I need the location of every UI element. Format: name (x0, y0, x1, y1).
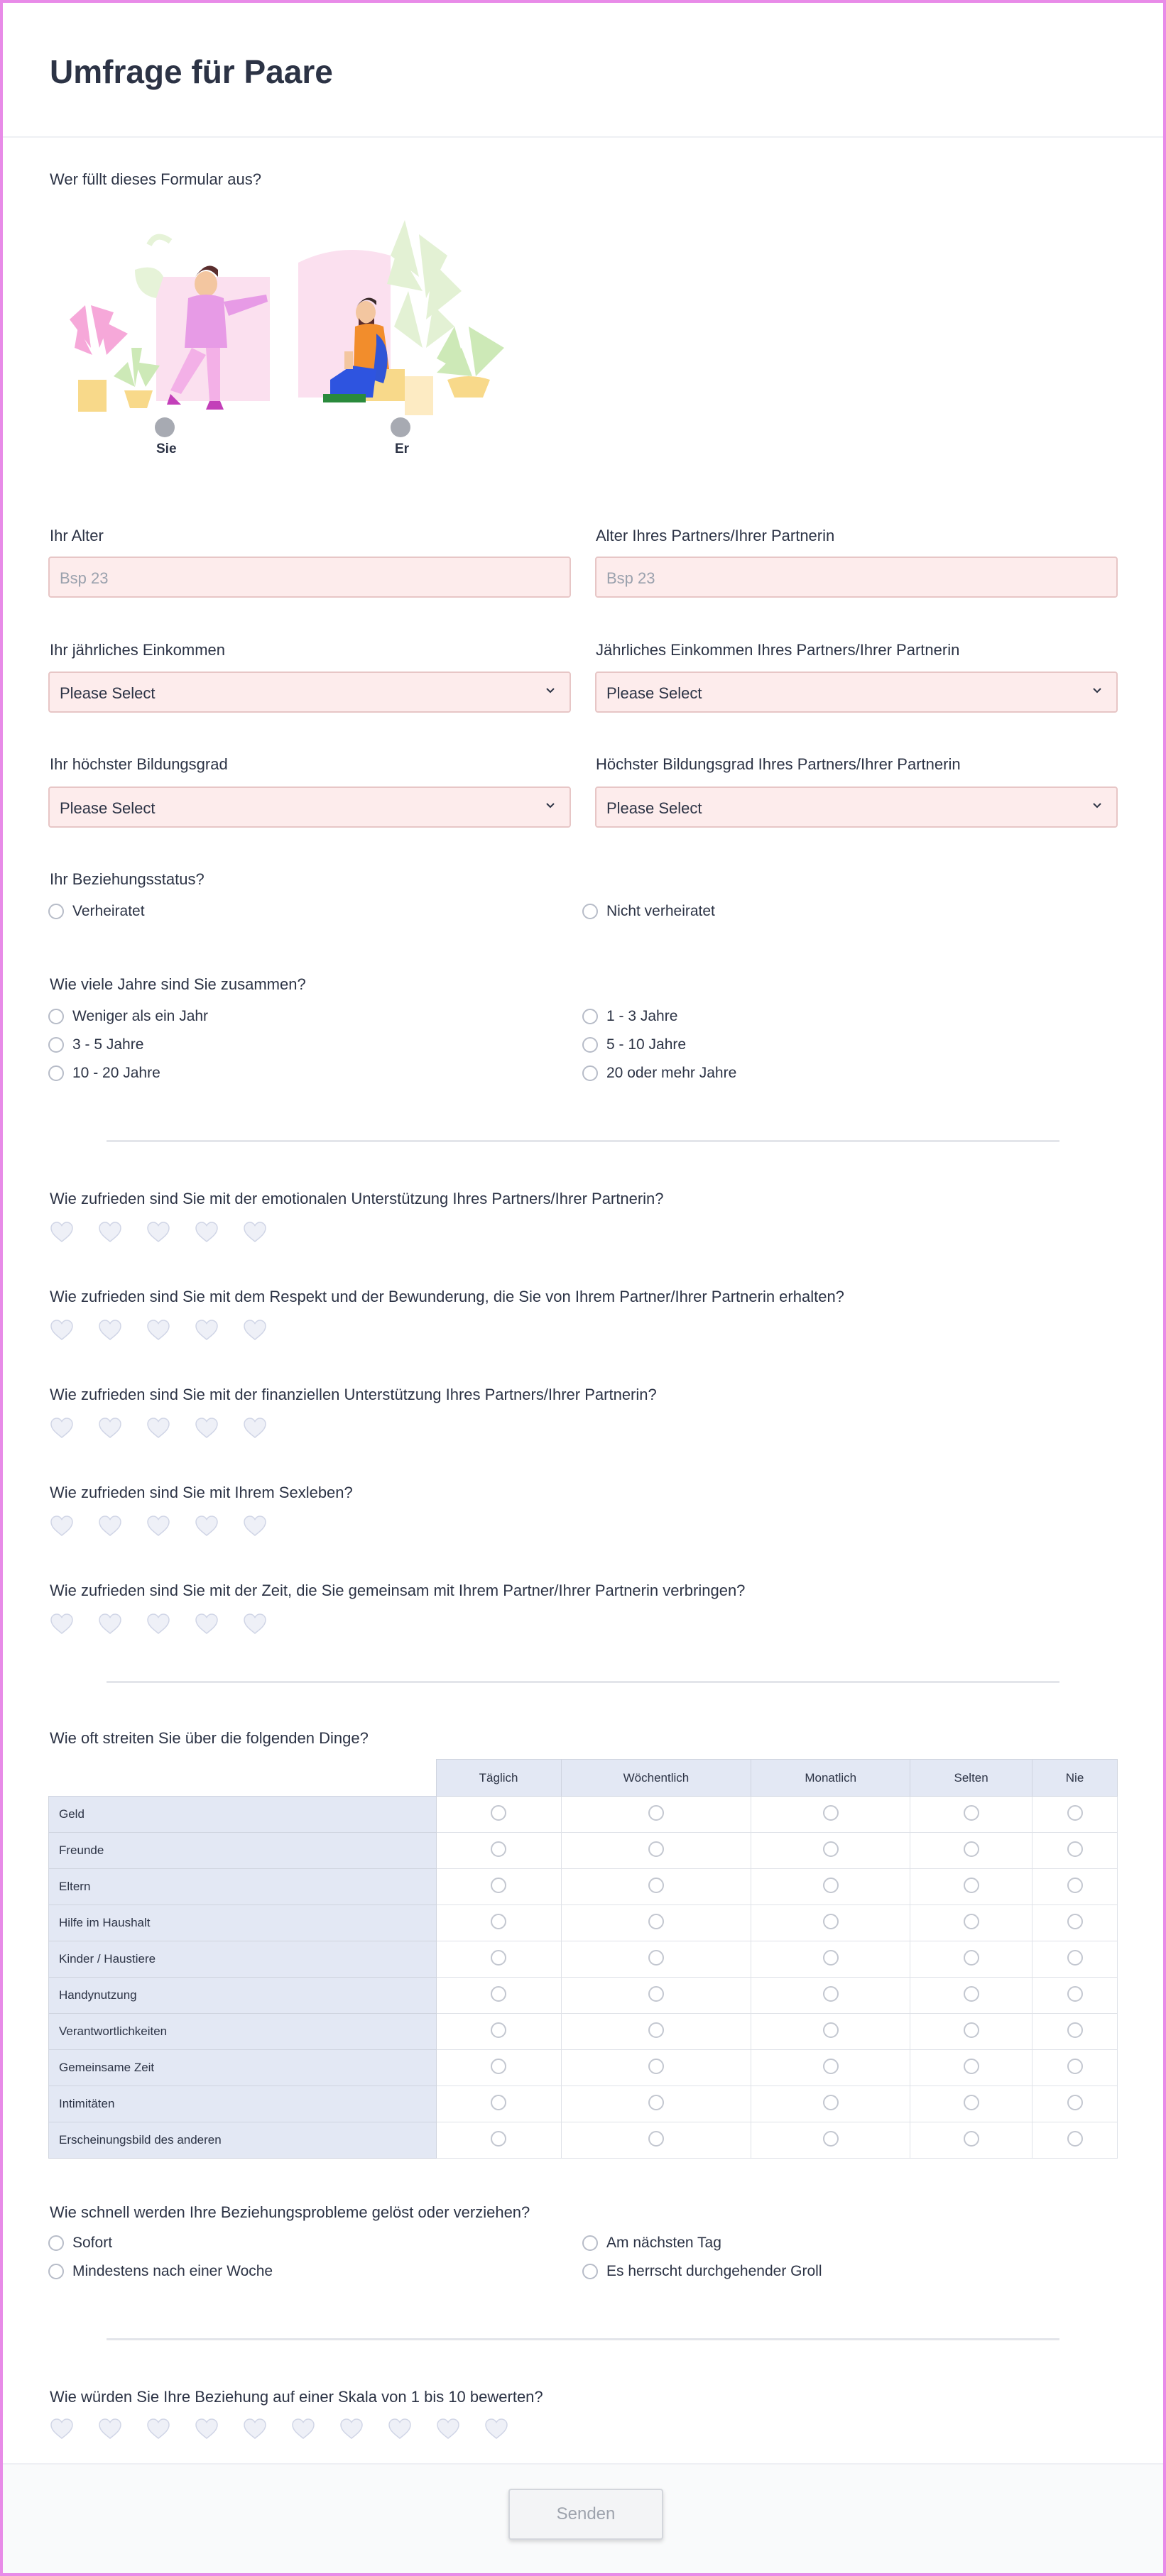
matrix-radio[interactable] (1067, 1950, 1083, 1966)
matrix-row-label: Intimitäten (49, 2086, 437, 2122)
heart-rating-scale[interactable] (50, 2418, 508, 2440)
matrix-radio[interactable] (648, 2059, 664, 2074)
matrix-row (49, 1833, 1118, 1869)
matrix-radio[interactable] (491, 2095, 506, 2110)
matrix-row (49, 1905, 1118, 1941)
matrix-radio[interactable] (1067, 1841, 1083, 1857)
heart-icon[interactable] (243, 1221, 267, 1244)
matrix-cell (436, 1833, 561, 1869)
matrix-cell (561, 1978, 751, 2014)
matrix-radio[interactable] (823, 1986, 839, 2002)
gender-label-sie: Sie (156, 442, 177, 456)
heart-icon[interactable] (98, 2418, 122, 2440)
matrix-radio[interactable] (648, 1841, 664, 1857)
option-label: Sofort (72, 2235, 113, 2251)
option-label: 3 - 5 Jahre (72, 1036, 144, 1053)
years-question: Wie viele Jahre sind Sie zusammen? (50, 975, 306, 993)
age-input[interactable]: Bsp 23 (48, 557, 571, 598)
matrix-cell (436, 2086, 561, 2122)
years-option[interactable] (48, 1036, 143, 1053)
matrix-column-header: Wöchentlich (561, 1760, 751, 1797)
option-label: Mindestens nach einer Woche (72, 2263, 273, 2279)
matrix-cell (910, 1905, 1032, 1941)
matrix-row (49, 2050, 1118, 2086)
matrix-cell (561, 2086, 751, 2122)
heart-icon[interactable] (50, 1417, 74, 1440)
matrix-cell (561, 2050, 751, 2086)
matrix-radio[interactable] (964, 1878, 979, 1893)
matrix-radio[interactable] (491, 1914, 506, 1929)
heart-icon[interactable] (243, 1613, 267, 1635)
matrix-row (49, 1869, 1118, 1905)
option-label: Verheiratet (72, 903, 145, 919)
man-illustration (291, 220, 518, 419)
heart-icon[interactable] (98, 1417, 122, 1440)
matrix-cell (910, 1978, 1032, 2014)
matrix-row (49, 1941, 1118, 1978)
heart-icon[interactable] (146, 1613, 170, 1635)
partner-education-select-value: Please Select (606, 799, 702, 817)
partner-age-input[interactable]: Bsp 23 (595, 557, 1118, 598)
matrix-row-label: Freunde (49, 1833, 437, 1869)
radio-button[interactable] (48, 1065, 64, 1081)
who-question: Wer füllt dieses Formular aus? (50, 170, 261, 188)
matrix-radio[interactable] (648, 1805, 664, 1821)
radio-button[interactable] (582, 1065, 598, 1081)
matrix-radio[interactable] (1067, 2131, 1083, 2147)
matrix-column-header: Selten (910, 1760, 1032, 1797)
option-label: 20 oder mehr Jahre (606, 1065, 737, 1081)
radio-button[interactable] (48, 1009, 64, 1024)
matrix-cell (1032, 2014, 1118, 2050)
section-divider (107, 2338, 1059, 2340)
matrix-cell (1032, 1941, 1118, 1978)
matrix-radio[interactable] (823, 2095, 839, 2110)
matrix-column-header: Nie (1032, 1760, 1118, 1797)
chevron-down-icon (543, 798, 558, 813)
matrix-radio[interactable] (491, 1878, 506, 1893)
form-header (3, 3, 1163, 138)
matrix-row-label: Erscheinungsbild des anderen (49, 2122, 437, 2159)
partner-income-select-value: Please Select (606, 684, 702, 702)
heart-icon[interactable] (50, 2418, 74, 2440)
matrix-cell (910, 2086, 1032, 2122)
status-option-nicht-verheiratet[interactable] (582, 903, 715, 920)
radio-button[interactable] (48, 904, 64, 919)
radio-button[interactable] (582, 2264, 598, 2279)
rating-question-sex: Wie zufrieden sind Sie mit Ihrem Sexleben? (50, 1484, 353, 1501)
matrix-cell (1032, 2122, 1118, 2159)
scale-question: Wie würden Sie Ihre Beziehung auf einer Skala von 1 bis 10 bewerten? (50, 2388, 543, 2406)
matrix-row (49, 1978, 1118, 2014)
form-title: Umfrage für Paare (50, 53, 333, 90)
status-question: Ihr Beziehungsstatus? (50, 870, 205, 888)
matrix-radio[interactable] (964, 1841, 979, 1857)
matrix-cell (1032, 1869, 1118, 1905)
matrix-cell (561, 2014, 751, 2050)
matrix-radio[interactable] (491, 2059, 506, 2074)
matrix-cell (1032, 2050, 1118, 2086)
matrix-radio[interactable] (491, 1986, 506, 2002)
radio-button[interactable] (48, 1037, 64, 1053)
partner-education-select[interactable] (595, 786, 1118, 828)
matrix-row (49, 2122, 1118, 2159)
option-label: Es herrscht durchgehender Groll (606, 2263, 822, 2279)
heart-icon[interactable] (146, 1319, 170, 1342)
heart-icon[interactable] (195, 1221, 219, 1244)
matrix-cell (751, 2014, 910, 2050)
resolve-question: Wie schnell werden Ihre Beziehungsprobleme gelöst oder verziehen? (50, 2203, 530, 2221)
heart-icon[interactable] (146, 1417, 170, 1440)
matrix-column-header: Monatlich (751, 1760, 910, 1797)
matrix-column-header: Täglich (436, 1760, 561, 1797)
heart-icon[interactable] (98, 1221, 122, 1244)
matrix-radio[interactable] (491, 1841, 506, 1857)
heart-icon[interactable] (50, 1319, 74, 1342)
matrix-cell (1032, 1905, 1118, 1941)
heart-icon[interactable] (195, 1417, 219, 1440)
matrix-cell (751, 1833, 910, 1869)
gender-radio-sie[interactable] (155, 417, 175, 437)
matrix-cell (751, 1905, 910, 1941)
matrix-row-label: Verantwortlichkeiten (49, 2014, 437, 2050)
heart-icon[interactable] (291, 2418, 315, 2440)
heart-icon[interactable] (146, 1515, 170, 1538)
matrix-radio[interactable] (823, 2131, 839, 2147)
partner-age-label: Alter Ihres Partners/Ihrer Partnerin (596, 527, 835, 544)
matrix-radio[interactable] (1067, 1914, 1083, 1929)
matrix-row-label: Kinder / Haustiere (49, 1941, 437, 1978)
rating-question-respect: Wie zufrieden sind Sie mit dem Respekt und der Bewunderung, die Sie von Ihrem Partner/Ihrer Partnerin erhalten? (50, 1288, 844, 1305)
section-divider (107, 1681, 1059, 1683)
matrix-cell (751, 2050, 910, 2086)
matrix-radio[interactable] (964, 2095, 979, 2110)
matrix-cell (561, 1833, 751, 1869)
matrix-row-label: Handynutzung (49, 1978, 437, 2014)
rating-question-time: Wie zufrieden sind Sie mit der Zeit, die Sie gemeinsam mit Ihrem Partner/Ihrer Partnerin verbringen? (50, 1582, 746, 1599)
heart-icon[interactable] (243, 1319, 267, 1342)
heart-icon[interactable] (195, 1613, 219, 1635)
gender-label-er: Er (395, 442, 410, 456)
gender-radio-er[interactable] (391, 417, 410, 437)
matrix-radio[interactable] (823, 2059, 839, 2074)
matrix-radio[interactable] (491, 2131, 506, 2147)
heart-icon[interactable] (195, 2418, 219, 2440)
woman-illustration (64, 220, 277, 419)
option-label: 10 - 20 Jahre (72, 1065, 160, 1081)
option-label: Am nächsten Tag (606, 2235, 721, 2251)
matrix-row-label: Eltern (49, 1869, 437, 1905)
matrix-cell (436, 1941, 561, 1978)
years-option[interactable] (582, 1065, 736, 1082)
matrix-cell (910, 1941, 1032, 1978)
matrix-cell (1032, 1978, 1118, 2014)
heart-icon[interactable] (195, 1515, 219, 1538)
frequency-matrix (48, 1759, 1118, 2159)
matrix-cell (751, 2122, 910, 2159)
matrix-radio[interactable] (648, 2095, 664, 2110)
matrix-question: Wie oft streiten Sie über die folgenden Dinge? (50, 1729, 369, 1747)
matrix-radio[interactable] (823, 1841, 839, 1857)
matrix-cell (751, 1941, 910, 1978)
matrix-radio[interactable] (648, 2131, 664, 2147)
heart-icon[interactable] (98, 1319, 122, 1342)
years-option[interactable] (582, 1008, 677, 1025)
radio-button[interactable] (582, 2235, 598, 2251)
matrix-radio[interactable] (1067, 1986, 1083, 2002)
matrix-cell (1032, 1833, 1118, 1869)
heart-icon[interactable] (50, 1613, 74, 1635)
heart-rating[interactable] (50, 1613, 267, 1635)
matrix-radio[interactable] (1067, 1805, 1083, 1821)
matrix-cell (561, 1797, 751, 1833)
resolve-option[interactable] (48, 2235, 112, 2252)
matrix-cell (1032, 2086, 1118, 2122)
matrix-radio[interactable] (1067, 1878, 1083, 1893)
partner-income-label: Jährliches Einkommen Ihres Partners/Ihrer Partnerin (596, 641, 960, 659)
matrix-cell (910, 1833, 1032, 1869)
radio-button[interactable] (48, 2235, 64, 2251)
matrix-cell (751, 1797, 910, 1833)
rating-question-financial: Wie zufrieden sind Sie mit der finanziellen Unterstützung Ihres Partners/Ihrer Partnerin? (50, 1386, 657, 1403)
matrix-radio[interactable] (648, 1986, 664, 2002)
matrix-radio[interactable] (648, 1878, 664, 1893)
heart-icon[interactable] (195, 1319, 219, 1342)
matrix-cell (436, 1869, 561, 1905)
matrix-radio[interactable] (823, 1805, 839, 1821)
matrix-radio[interactable] (491, 2022, 506, 2038)
matrix-radio[interactable] (964, 2022, 979, 2038)
partner-education-label: Höchster Bildungsgrad Ihres Partners/Ihrer Partnerin (596, 755, 961, 773)
heart-icon[interactable] (243, 1417, 267, 1440)
matrix-header-row (49, 1760, 1118, 1797)
matrix-cell (910, 2122, 1032, 2159)
heart-rating[interactable] (50, 1319, 267, 1342)
resolve-option[interactable] (582, 2235, 721, 2252)
income-select-value: Please Select (60, 684, 156, 702)
submit-button[interactable]: Senden (508, 2489, 663, 2540)
matrix-cell (751, 1978, 910, 2014)
option-label: Nicht verheiratet (606, 903, 715, 919)
matrix-cell (561, 2122, 751, 2159)
option-label: 5 - 10 Jahre (606, 1036, 687, 1053)
heart-rating[interactable] (50, 1221, 267, 1244)
resolve-option[interactable] (582, 2263, 822, 2280)
chevron-down-icon (1089, 683, 1105, 698)
rating-question-emotional: Wie zufrieden sind Sie mit der emotionalen Unterstützung Ihres Partners/Ihrer Partnerin? (50, 1190, 664, 1207)
matrix-radio[interactable] (648, 2022, 664, 2038)
education-select-value: Please Select (60, 799, 156, 817)
heart-icon[interactable] (484, 2418, 508, 2440)
income-label: Ihr jährliches Einkommen (50, 641, 225, 659)
matrix-row (49, 1797, 1118, 1833)
education-select[interactable] (48, 786, 571, 828)
radio-button[interactable] (582, 904, 598, 919)
section-divider (107, 1140, 1059, 1142)
matrix-radio[interactable] (964, 1950, 979, 1966)
partner-income-select[interactable] (595, 672, 1118, 713)
heart-icon[interactable] (146, 1221, 170, 1244)
option-label: 1 - 3 Jahre (606, 1008, 678, 1024)
matrix-radio[interactable] (823, 2022, 839, 2038)
matrix-cell (436, 2014, 561, 2050)
matrix-cell (1032, 1797, 1118, 1833)
matrix-row (49, 2086, 1118, 2122)
matrix-cell (910, 1797, 1032, 1833)
resolve-option[interactable] (48, 2263, 273, 2280)
matrix-radio[interactable] (823, 1914, 839, 1929)
chevron-down-icon (1089, 798, 1105, 813)
matrix-radio[interactable] (491, 1950, 506, 1966)
matrix-cell (436, 2050, 561, 2086)
radio-button[interactable] (582, 1037, 598, 1053)
matrix-cell (561, 1941, 751, 1978)
years-option[interactable] (582, 1036, 686, 1053)
matrix-corner (49, 1760, 437, 1797)
matrix-radio[interactable] (1067, 2059, 1083, 2074)
heart-icon[interactable] (50, 1515, 74, 1538)
matrix-cell (561, 1869, 751, 1905)
matrix-cell (436, 1978, 561, 2014)
heart-icon[interactable] (146, 2418, 170, 2440)
age-label: Ihr Alter (50, 527, 104, 544)
heart-icon[interactable] (243, 1515, 267, 1538)
heart-icon[interactable] (436, 2418, 460, 2440)
matrix-cell (910, 2050, 1032, 2086)
income-select[interactable] (48, 672, 571, 713)
matrix-cell (910, 1869, 1032, 1905)
matrix-radio[interactable] (964, 2059, 979, 2074)
heart-icon[interactable] (339, 2418, 364, 2440)
heart-rating[interactable] (50, 1417, 267, 1440)
matrix-radio[interactable] (648, 1950, 664, 1966)
chevron-down-icon (543, 683, 558, 698)
matrix-radio[interactable] (823, 1950, 839, 1966)
matrix-cell (751, 1869, 910, 1905)
radio-button[interactable] (48, 2264, 64, 2279)
education-label: Ihr höchster Bildungsgrad (50, 755, 228, 773)
matrix-row-label: Hilfe im Haushalt (49, 1905, 437, 1941)
matrix-radio[interactable] (964, 2131, 979, 2147)
matrix-cell (436, 2122, 561, 2159)
status-option-verheiratet[interactable] (48, 903, 145, 920)
matrix-radio[interactable] (1067, 2095, 1083, 2110)
matrix-radio[interactable] (648, 1914, 664, 1929)
matrix-radio[interactable] (823, 1878, 839, 1893)
heart-icon[interactable] (98, 1613, 122, 1635)
matrix-radio[interactable] (491, 1805, 506, 1821)
matrix-radio[interactable] (964, 1914, 979, 1929)
years-option[interactable] (48, 1008, 208, 1025)
heart-icon[interactable] (98, 1515, 122, 1538)
matrix-cell (910, 2014, 1032, 2050)
matrix-row-label: Gemeinsame Zeit (49, 2050, 437, 2086)
matrix-row (49, 2014, 1118, 2050)
matrix-radio[interactable] (1067, 2022, 1083, 2038)
matrix-cell (436, 1905, 561, 1941)
years-option[interactable] (48, 1065, 160, 1082)
matrix-radio[interactable] (964, 1986, 979, 2002)
heart-icon[interactable] (50, 1221, 74, 1244)
matrix-cell (436, 1797, 561, 1833)
heart-icon[interactable] (388, 2418, 412, 2440)
radio-button[interactable] (582, 1009, 598, 1024)
matrix-cell (751, 2086, 910, 2122)
matrix-radio[interactable] (964, 1805, 979, 1821)
option-label: Weniger als ein Jahr (72, 1008, 209, 1024)
heart-rating[interactable] (50, 1515, 267, 1538)
heart-icon[interactable] (243, 2418, 267, 2440)
matrix-cell (561, 1905, 751, 1941)
matrix-row-label: Geld (49, 1797, 437, 1833)
